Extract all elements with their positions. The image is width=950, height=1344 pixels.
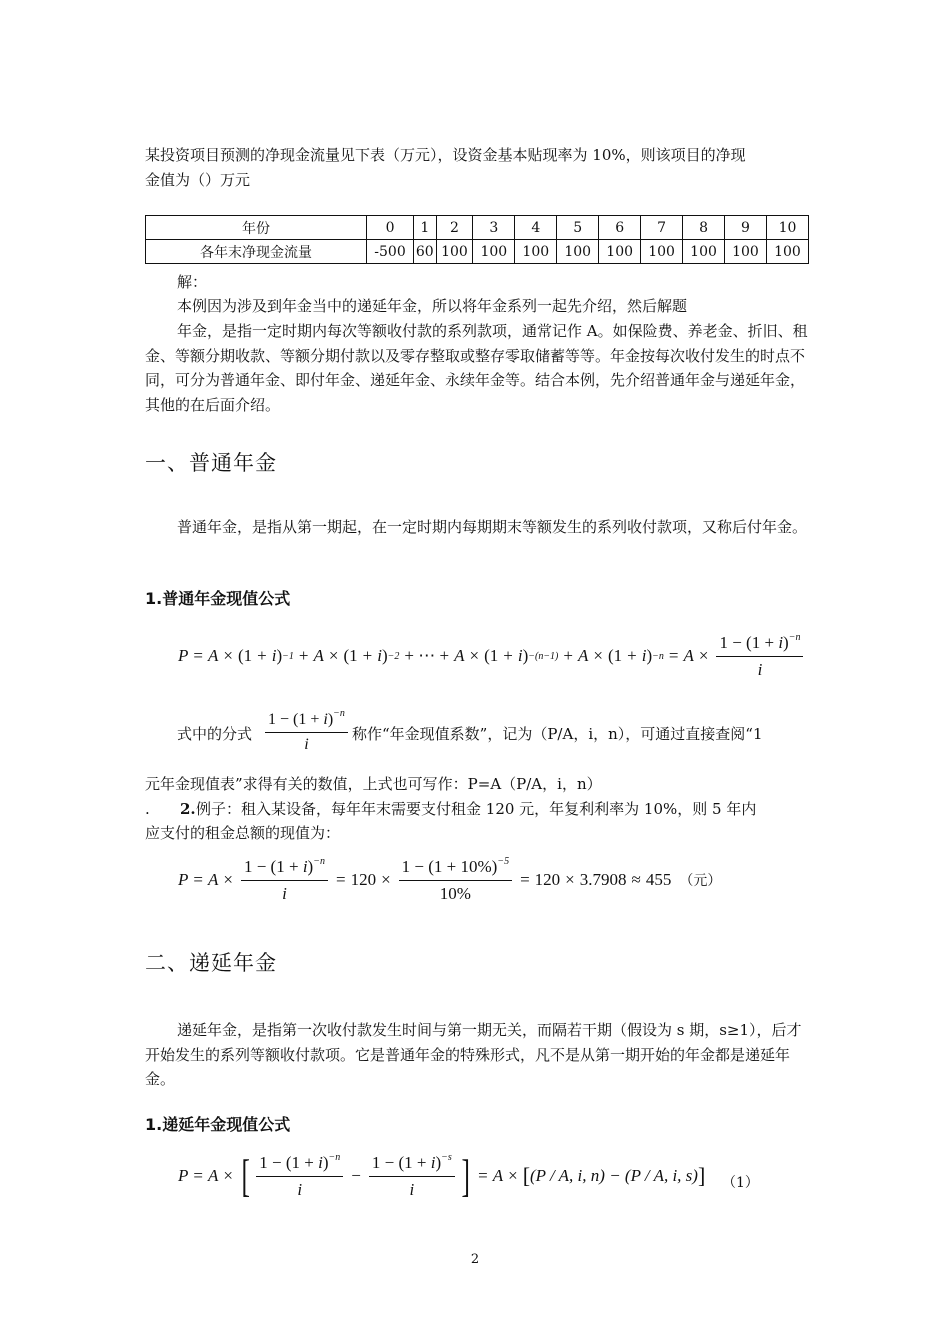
year-cell: 6 — [599, 216, 641, 240]
cashflow-cell: 100 — [436, 240, 473, 264]
solution-label: 解： — [177, 273, 208, 291]
example-prefix: . — [145, 800, 150, 818]
cashflow-table — [145, 215, 809, 264]
example-line-1: 例子：租入某设备，每年年末需要支付租金 120 元，年复利利率为 10%，则 5 年内 — [196, 800, 757, 818]
problem-line-1: 某投资项目预测的净现金流量见下表（万元），设资金基本贴现率为 10%，则该项目的净现 — [145, 146, 746, 164]
example-calculation-formula: P = A × $\frac{1 - (1 + i)^{-n}}{i}$ = 120 × $\frac{1 - (1 + 10\%)^{-5}}{10\%}$ = 120 × 3.7908 ≈ 455 （元） — [178, 856, 722, 903]
ordinary-annuity-definition: 普通年金，是指从第一期起，在一定时期内每期期末等额发生的系列收付款项，又称后付年金。 — [177, 518, 808, 536]
equation-number: （1） — [722, 1175, 759, 1191]
annuity-definition: 年金，是指一定时期内每次等额收付款的系列款项，通常记作 A。如保险费、养老金、折旧、租金、等额分期收款、等额分期付款以及零存整取或整存零取储蓄等等。年金按每次收付发生的时点不同，可分为普通年金、即付年金、递延年金、永续年金等。结合本例，先介绍普通年金与递延年金，其他的在后面介绍。 — [145, 322, 808, 414]
year-cell: 9 — [725, 216, 767, 240]
cashflow-cell: -500 — [367, 240, 414, 264]
coef-before: 式中的分式 — [177, 725, 253, 743]
year-cell: 0 — [367, 216, 414, 240]
section-title-ordinary-annuity: 一、普通年金 — [145, 451, 277, 475]
subsection-title-deferred-pv: 1.递延年金现值公式 — [145, 1115, 291, 1134]
example-unit: （元） — [679, 874, 722, 889]
cashflow-cell: 100 — [515, 240, 557, 264]
row-label-cashflow: 各年末净现金流量 — [146, 240, 367, 264]
year-cell: 5 — [557, 216, 599, 240]
section-title-deferred-annuity: 二、递延年金 — [145, 951, 277, 975]
annuity-pv-coefficient-fraction: $\frac{1 - (1 + i)^{-n}}{i}$ — [262, 708, 351, 754]
coef-after: 称作“年金现值系数”，记为（P/A，i，n），可通过直接查阅“1 — [352, 725, 763, 743]
cashflow-cell: 100 — [557, 240, 599, 264]
problem-line-2: 金值为（）万元 — [145, 171, 251, 189]
cashflow-cell: 100 — [766, 240, 808, 264]
page-number: 2 — [470, 1252, 480, 1267]
deferred-annuity-pv-formula: P = A × [ $\frac{1 - (1 + i)^{-n}}{i}$ − $\frac{1 - (1 + i)^{-s}}{i}$ ] = A × [ (P / A, i, n) − (P / A, i, s) ] — [178, 1150, 706, 1201]
cashflow-cell: 60 — [414, 240, 437, 264]
year-cell: 10 — [766, 216, 808, 240]
year-cell: 3 — [473, 216, 515, 240]
table-row-cashflow — [146, 240, 809, 264]
year-cell: 2 — [436, 216, 473, 240]
row-label-year: 年份 — [146, 216, 367, 240]
year-cell: 4 — [515, 216, 557, 240]
coef-line-2: 元年金现值表”求得有关的数值，上式也可写作：P=A（P/A，i，n） — [145, 775, 602, 793]
example-line-2: 应支付的租金总额的现值为： — [145, 824, 341, 842]
cashflow-cell: 100 — [473, 240, 515, 264]
cashflow-cell: 100 — [725, 240, 767, 264]
table-row-years — [146, 216, 809, 240]
deferred-annuity-definition: 递延年金，是指第一次收付款发生时间与第一期无关，而隔若干期（假设为 s 期，s≥1），后才开始发生的系列等额收付款项。它是普通年金的特殊形式，凡不是从第一期开始的年金都是递延年金。 — [145, 1021, 802, 1088]
year-cell: 1 — [414, 216, 437, 240]
cashflow-cell: 100 — [599, 240, 641, 264]
solution-intro: 本例因为涉及到年金当中的递延年金，所以将年金系列一起先介绍，然后解题 — [177, 297, 688, 315]
subsection-title-ordinary-pv: 1.普通年金现值公式 — [145, 589, 291, 608]
example-number: 2. — [180, 800, 196, 818]
ordinary-annuity-pv-formula: P = A × (1 + i ) −1 + A × (1 + i ) −2 + ⋯ + A × (1 + i ) −(n−1) + A × (1 + i ) −n = A × $\frac{1 - (1 + i)^{-n}}{i}$ — [178, 632, 806, 680]
cashflow-cell: 100 — [683, 240, 725, 264]
year-cell: 8 — [683, 216, 725, 240]
cashflow-cell: 100 — [641, 240, 683, 264]
year-cell: 7 — [641, 216, 683, 240]
